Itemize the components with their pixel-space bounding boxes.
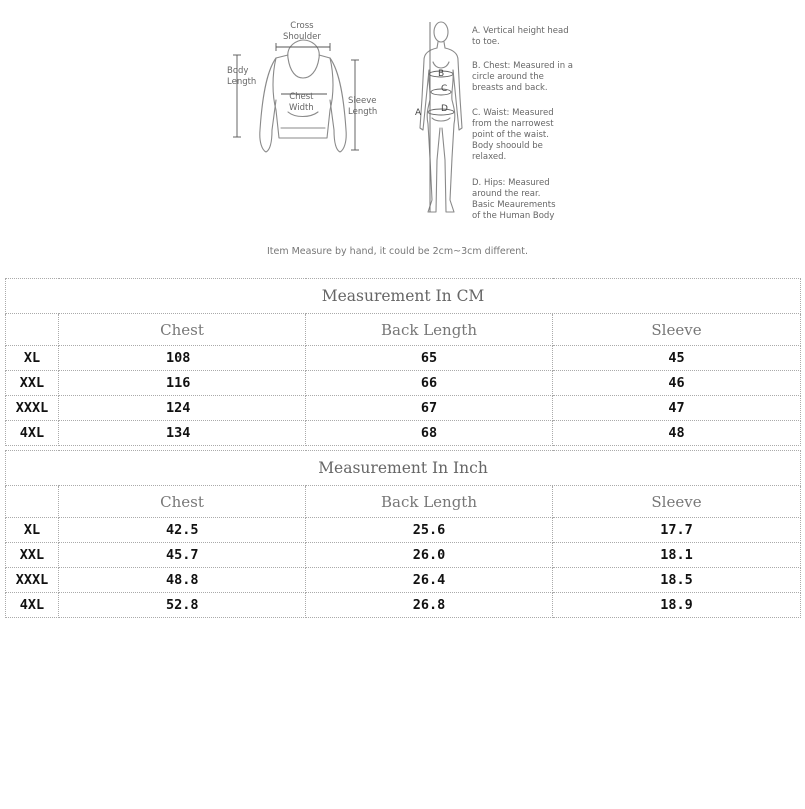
desc-c: C. Waist: Measured from the narrowest point of the waist. Body shoould be relaxed. (472, 108, 554, 162)
size-cell: XXL (6, 371, 59, 396)
inch-table (5, 450, 801, 618)
sleeve-cell: 47 (553, 396, 801, 421)
sleeve-cell: 46 (553, 371, 801, 396)
table-row (6, 543, 801, 568)
desc-b: B. Chest: Measured in a circle around the breasts and back. (472, 61, 573, 93)
table-row (6, 593, 801, 618)
chest-cell: 42.5 (59, 518, 306, 543)
chest-cell: 124 (59, 396, 306, 421)
table-row (6, 568, 801, 593)
back-length-cell: 26.0 (306, 543, 553, 568)
size-cell: XXL (6, 543, 59, 568)
size-cell: XXXL (6, 396, 59, 421)
sleeve-cell: 18.5 (553, 568, 801, 593)
size-cell: XXXL (6, 568, 59, 593)
back-length-cell: 26.4 (306, 568, 553, 593)
chest-cell: 116 (59, 371, 306, 396)
letter-d: D (441, 104, 448, 114)
chest-cell: 48.8 (59, 568, 306, 593)
header-chest: Chest (59, 486, 306, 518)
chest-cell: 134 (59, 421, 306, 446)
sleeve-cell: 18.9 (553, 593, 801, 618)
sleeve-cell: 18.1 (553, 543, 801, 568)
header-sleeve: Sleeve (553, 314, 801, 346)
garment-sketch (0, 0, 805, 240)
header-chest: Chest (59, 314, 306, 346)
sleeve-cell: 45 (553, 346, 801, 371)
header-size (6, 486, 59, 518)
back-length-cell: 68 (306, 421, 553, 446)
size-cell: XL (6, 518, 59, 543)
header-back-length: Back Length (306, 314, 553, 346)
header-back-length: Back Length (306, 486, 553, 518)
letter-b: B (438, 69, 445, 79)
table-row (6, 346, 801, 371)
letter-a: A (415, 108, 422, 118)
letter-c: C (441, 84, 448, 94)
sleeve-length-label: Sleeve Length (348, 96, 378, 117)
chest-width-label: Chest Width (289, 92, 314, 113)
sleeve-cell: 48 (553, 421, 801, 446)
back-length-cell: 67 (306, 396, 553, 421)
chest-cell: 52.8 (59, 593, 306, 618)
back-length-cell: 65 (306, 346, 553, 371)
back-length-cell: 66 (306, 371, 553, 396)
table-title: Measurement In Inch (6, 451, 801, 486)
table-title: Measurement In CM (6, 279, 801, 314)
header-size (6, 314, 59, 346)
sleeve-cell: 17.7 (553, 518, 801, 543)
desc-d: D. Hips: Measured around the rear. Basic Meaurements of the Human Body (472, 178, 556, 221)
size-cell: XL (6, 346, 59, 371)
table-row (6, 518, 801, 543)
back-length-cell: 26.8 (306, 593, 553, 618)
measurement-diagram (0, 0, 805, 270)
chest-cell: 45.7 (59, 543, 306, 568)
table-row (6, 396, 801, 421)
measure-note: Item Measure by hand, it could be 2cm~3cm different. (266, 246, 529, 257)
cross-shoulder-label: Cross Shoulder (283, 21, 321, 42)
back-length-cell: 25.6 (306, 518, 553, 543)
table-row (6, 421, 801, 446)
body-length-label: Body Length (227, 66, 257, 87)
desc-a: A. Vertical height head to toe. (472, 26, 569, 47)
header-sleeve: Sleeve (553, 486, 801, 518)
size-cell: 4XL (6, 593, 59, 618)
chest-cell: 108 (59, 346, 306, 371)
size-cell: 4XL (6, 421, 59, 446)
table-row (6, 371, 801, 396)
cm-table (5, 278, 801, 446)
